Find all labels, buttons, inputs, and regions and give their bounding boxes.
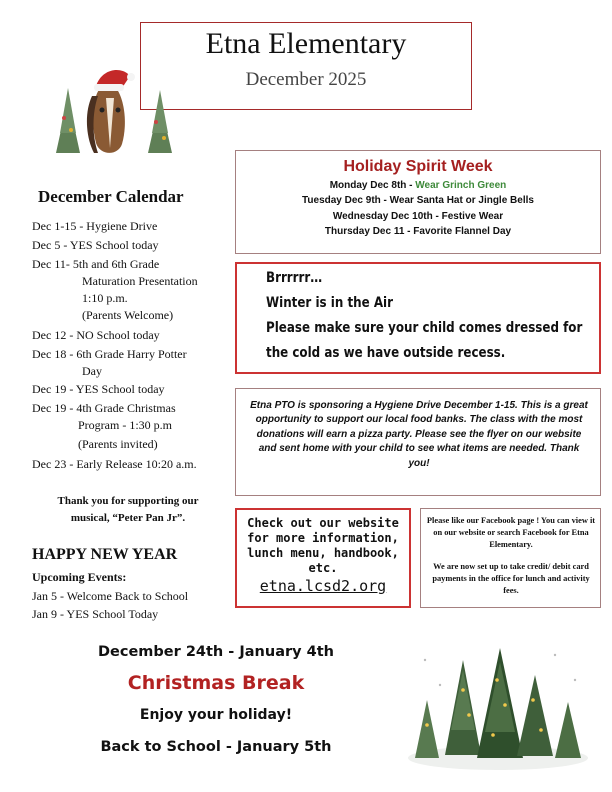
winter-line-4: the cold as we have outside recess. bbox=[266, 345, 506, 361]
thanks-note: Thank you for supporting our musical, “Peter Pan Jr”. bbox=[57, 495, 199, 524]
winter-line-2: Winter is in the Air bbox=[266, 295, 393, 311]
break-enjoy: Enjoy your holiday! bbox=[139, 707, 293, 723]
spirit-tuesday: Tuesday Dec 9th - Wear Santa Hat or Jingle Bells bbox=[302, 195, 534, 206]
calendar-line: Dec 23 - Early Release 10:20 a.m. bbox=[32, 457, 197, 471]
payment-text: We are now set up to take credit/ debit card payments in the office for lunch and activity fees. bbox=[432, 562, 590, 595]
calendar-line: Dec 19 - 4th Grade Christmas bbox=[32, 401, 176, 415]
break-dates: December 24th - January 4th bbox=[98, 644, 334, 660]
calendar-line: Dec 12 - NO School today bbox=[32, 328, 160, 342]
upcoming-label: Upcoming Events: bbox=[32, 570, 127, 584]
calendar-line: 1:10 p.m. bbox=[82, 291, 128, 305]
upcoming-event: Jan 5 - Welcome Back to School bbox=[32, 589, 189, 603]
spirit-monday-prefix: Monday Dec 8th - bbox=[329, 180, 416, 191]
upcoming-event: Jan 9 - YES School Today bbox=[32, 607, 159, 621]
website-text: Check out our website for more information, lunch menu, handbook, etc. bbox=[247, 516, 399, 575]
calendar-line: Maturation Presentation bbox=[82, 274, 198, 288]
horse-santa-hat-illustration bbox=[38, 58, 178, 158]
winter-line-1: Brrrrrr… bbox=[266, 270, 323, 286]
spirit-thursday: Thursday Dec 11 - Favorite Flannel Day bbox=[324, 226, 512, 237]
calendar-line: Dec 1-15 - Hygiene Drive bbox=[32, 219, 158, 233]
calendar-line: (Parents invited) bbox=[78, 437, 158, 451]
calendar-line: Dec 11- 5th and 6th Grade bbox=[32, 257, 160, 271]
spirit-week-title: Holiday Spirit Week bbox=[343, 158, 493, 175]
school-title: Etna Elementary bbox=[205, 27, 407, 60]
facebook-text: Please like our Facebook page ! You can view it on our website or search Facebook for Etna Elementary. bbox=[426, 516, 596, 549]
calendar-line: (Parents Welcome) bbox=[82, 308, 174, 322]
calendar-line: Dec 18 - 6th Grade Harry Potter bbox=[32, 347, 187, 361]
spirit-monday-theme: Wear Grinch Green bbox=[415, 180, 507, 191]
calendar-line: Dec 5 - YES School today bbox=[32, 238, 159, 252]
snowy-trees-illustration bbox=[405, 640, 591, 770]
spirit-monday bbox=[235, 180, 601, 191]
spirit-wednesday: Wednesday Dec 10th - Festive Wear bbox=[332, 211, 504, 222]
new-year-title: HAPPY NEW YEAR bbox=[32, 546, 178, 563]
back-to-school: Back to School - January 5th bbox=[100, 739, 332, 755]
winter-line-3: Please make sure your child comes dressed for bbox=[266, 320, 583, 336]
calendar-line: Dec 19 - YES School today bbox=[32, 382, 165, 396]
website-link[interactable]: etna.lcsd2.org bbox=[259, 577, 387, 595]
newsletter-date: December 2025 bbox=[245, 69, 367, 90]
calendar-line: Program - 1:30 p.m bbox=[78, 418, 172, 432]
calendar-line: Day bbox=[82, 364, 102, 378]
pto-text: Etna PTO is sponsoring a Hygiene Drive December 1-15. This is a great opportunity to support our local food banks. The class with the most donations will earn a pizza party. Please see the flyer on our website and sent home with your child to see what items are needed. Thank you! bbox=[250, 400, 588, 469]
break-title: Christmas Break bbox=[127, 672, 305, 694]
calendar-title: December Calendar bbox=[38, 187, 184, 206]
